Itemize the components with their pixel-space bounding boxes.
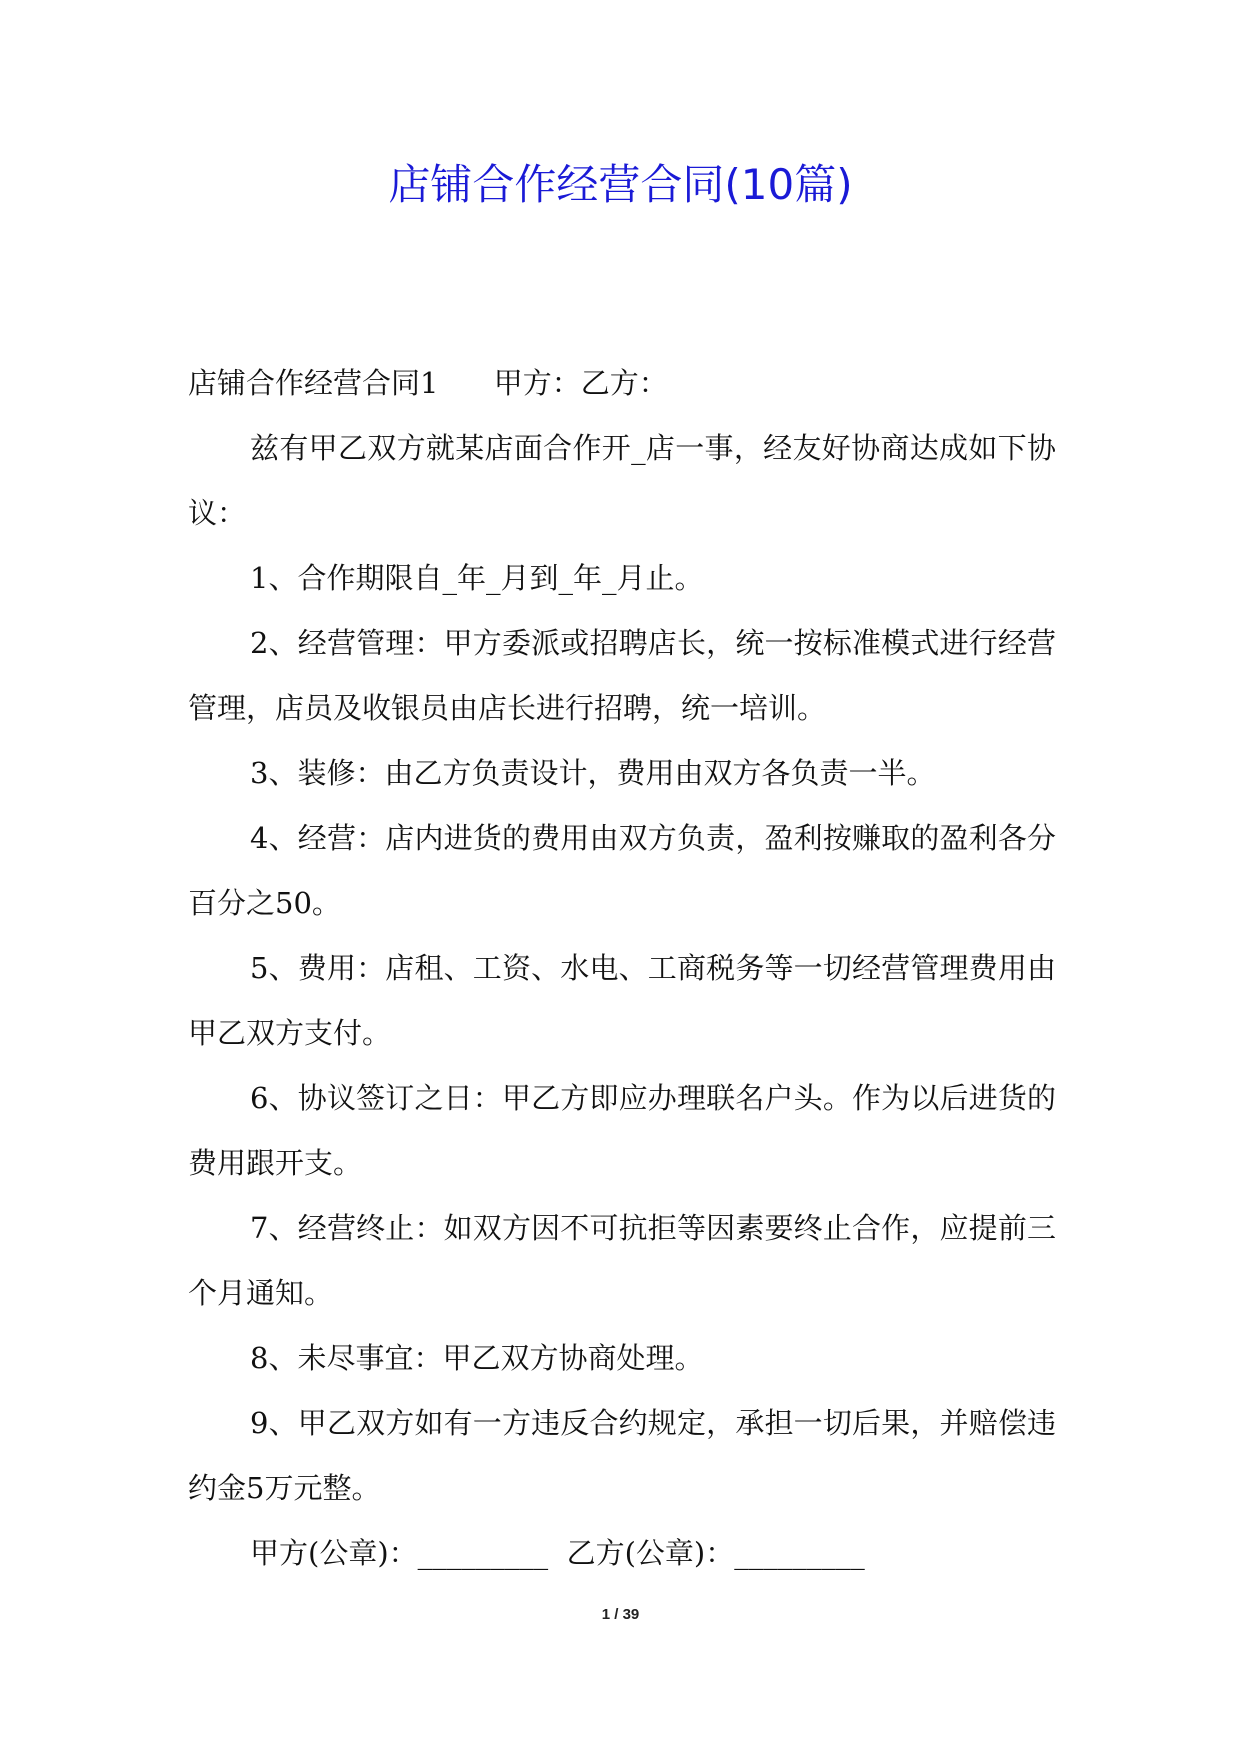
clause-9-breach: 9、甲乙双方如有一方违反合约规定，承担一切后果，并赔偿违约金5万元整。 (188, 1406, 1056, 1505)
clause-2-management: 2、经营管理：甲方委派或招聘店长，统一按标准模式进行经营管理，店员及收银员由店长进行招聘，统一培训。 (188, 626, 1056, 725)
clause-4-operation: 4、经营：店内进货的费用由双方负责，盈利按赚取的盈利各分百分之50。 (188, 821, 1056, 920)
intro-paragraph: 兹有甲乙双方就某店面合作开_店一事，经友好协商达成如下协议： (188, 431, 1056, 530)
clause-1-term: 1、合作期限自_年_月到_年_月止。 (250, 561, 704, 595)
clause-3-decoration: 3、装修：由乙方负责设计，费用由双方各负责一半。 (250, 756, 936, 790)
clause-5-expenses: 5、费用：店租、工资、水电、工商税务等一切经营管理费用由甲乙双方支付。 (188, 951, 1056, 1050)
page-number: 1 / 39 (601, 1606, 640, 1623)
contract-heading-paragraph: 店铺合作经营合同1 甲方：乙方： (188, 366, 668, 400)
clause-8-other-matters: 8、未尽事宜：甲乙双方协商处理。 (250, 1341, 704, 1375)
clause-7-termination: 7、经营终止：如双方因不可抗拒等因素要终止合作，应提前三个月通知。 (188, 1211, 1056, 1310)
document-body (188, 351, 1056, 1586)
signature-line: 甲方(公章)：_________ 乙方(公章)：_________ (250, 1536, 865, 1570)
clause-6-joint-account: 6、协议签订之日：甲乙方即应办理联名户头。作为以后进货的费用跟开支。 (188, 1081, 1056, 1180)
document-title: 店铺合作经营合同(10篇) (388, 160, 853, 209)
